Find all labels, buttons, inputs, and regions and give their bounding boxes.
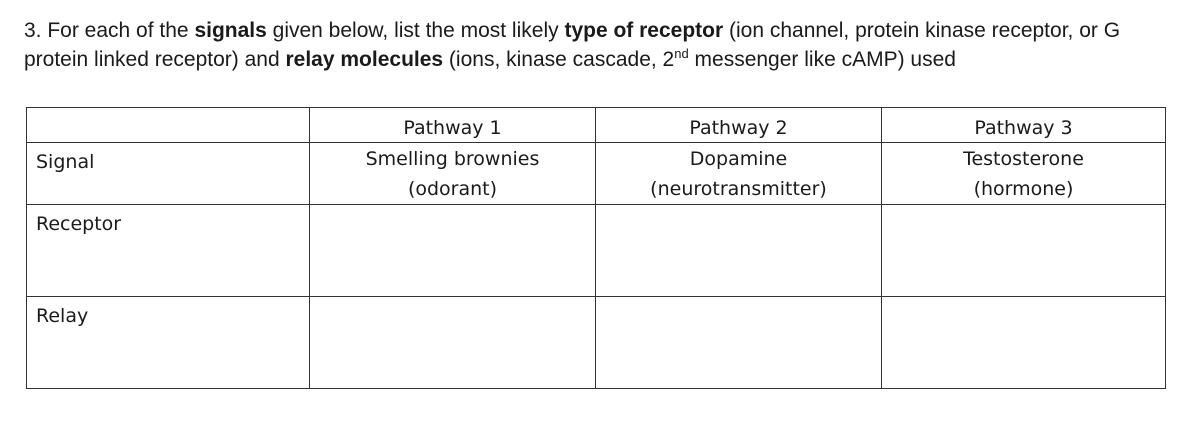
- cell-pathway-1-receptor[interactable]: [310, 205, 596, 297]
- question-bold-relay: relay molecules: [285, 48, 444, 71]
- cell-receptor-label: [27, 205, 310, 297]
- pathway-table: [26, 107, 1166, 389]
- question-text-2: (ion channel, protein kinase receptor, or G protein linked receptor) and: [24, 19, 1121, 71]
- cell-pathway-3-signal: [882, 108, 1166, 205]
- question-text-3: (ions, kinase cascade, 2: [443, 48, 675, 71]
- pathway-3-title: Pathway 3: [882, 108, 1165, 143]
- pathway-1-title: Pathway 1: [310, 108, 595, 143]
- table-row-relay: [27, 297, 1166, 389]
- pathway-1-signal-line2: (odorant): [407, 178, 498, 200]
- row-label-relay: Relay: [36, 305, 89, 327]
- question-prefix: 3. For each of the: [24, 19, 195, 42]
- row-label-signal: Signal: [36, 151, 95, 173]
- cell-pathway-3-receptor[interactable]: [882, 205, 1166, 297]
- pathway-3-signal-line2: (hormone): [973, 178, 1074, 200]
- pathway-2-title: Pathway 2: [596, 108, 881, 143]
- cell-pathway-2-relay[interactable]: [596, 297, 882, 389]
- question-bold-receptor: type of receptor: [564, 19, 724, 42]
- row-label-receptor: Receptor: [36, 213, 122, 235]
- table-row-receptor: [27, 205, 1166, 297]
- cell-relay-label: [27, 297, 310, 389]
- cell-pathway-3-relay[interactable]: [882, 297, 1166, 389]
- header-blank-cell: [27, 108, 309, 143]
- cell-pathway-2-signal: [596, 108, 882, 205]
- table-row-signal: [27, 108, 1166, 205]
- cell-pathway-2-receptor[interactable]: [596, 205, 882, 297]
- pathway-3-signal-line1: Testosterone: [963, 148, 1084, 170]
- pathway-2-signal-line1: Dopamine: [689, 148, 788, 170]
- pathway-1-signal-line1: Smelling brownies: [365, 148, 540, 170]
- cell-pathway-1-relay[interactable]: [310, 297, 596, 389]
- question-superscript: nd: [674, 46, 689, 61]
- question-text-4: messenger like cAMP) used: [688, 48, 956, 71]
- pathway-2-signal-line2: (neurotransmitter): [650, 178, 827, 200]
- question-text: [24, 16, 1184, 74]
- cell-pathway-1-signal: [310, 108, 596, 205]
- cell-signal-label: [27, 108, 310, 205]
- question-text-1: given below, list the most likely: [266, 19, 565, 42]
- question-bold-signals: signals: [194, 19, 267, 42]
